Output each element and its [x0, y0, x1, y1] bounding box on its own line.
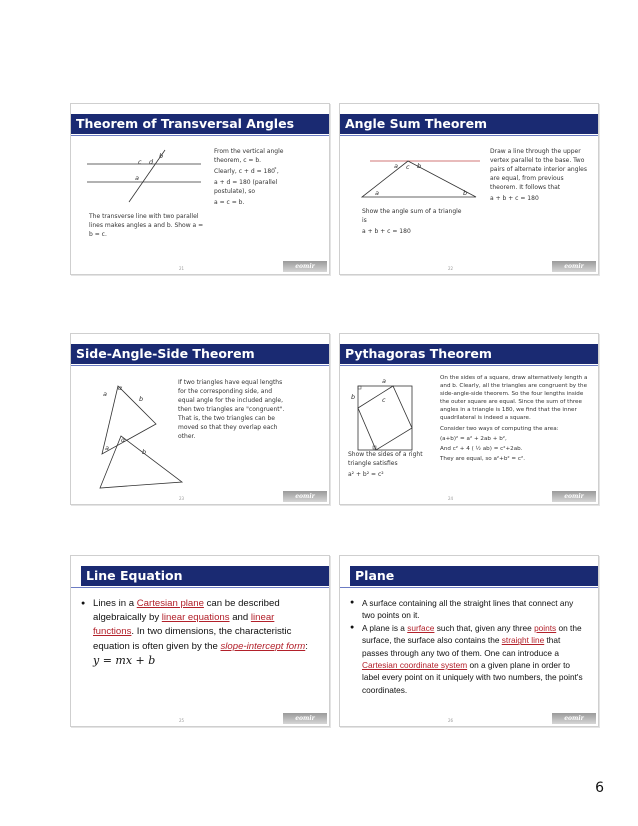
slide-angle-sum — [339, 103, 599, 275]
side-label-a: a — [105, 444, 109, 452]
angle-label-upper-b: b — [417, 162, 422, 170]
title-divider — [340, 365, 598, 366]
bullet-item: ● Lines in a Cartesian plane can be described algebraically by linear equations and linear functions. In two dimensions, the characteristic equation is often given by the slope-intercept form: y = mx + b — [81, 597, 313, 669]
bullet-item: ● A surface containing all the straight lines that connect any two points on it. — [350, 597, 584, 622]
eomir-logo: eomir — [552, 713, 596, 724]
caption-text: Show the angle sum of a triangle is — [362, 208, 462, 224]
caption-text: Show the sides of a right triangle satisfies — [348, 451, 423, 467]
side-label-a: a — [103, 390, 107, 398]
proof-line: a = c = b. — [214, 199, 245, 206]
proof-paragraph: On the sides of a square, draw alternatively length a and b. Clearly, all the triangles are congruent by the side-angle-side theorem. So the four lengths inside the outer square are equal. Since the sum of three angles in a triangle is 180, we find that the inner quadrilateral is indeed a square. — [440, 375, 588, 422]
angle-label-a: a — [135, 174, 139, 182]
angle-label-upper-a: a — [394, 162, 398, 170]
theorem-text: If two triangles have equal lengths for the corresponding side, and equal angle for the included angle, then two triangles are "congruent". That is, the two triangles can be moved so that they overlap each other. — [178, 379, 285, 440]
link-surface[interactable]: surface — [407, 622, 435, 633]
caption-equation: a + b + c = 180 — [362, 228, 411, 235]
proof-equation: (a+b)² = a² + 2ab + b², — [440, 435, 507, 442]
bullet-list — [81, 597, 313, 669]
slide-number: 22 — [448, 266, 454, 271]
side-label-b: b — [139, 395, 144, 403]
slide-number: 21 — [179, 266, 185, 271]
angle-label-b: b — [463, 189, 468, 197]
bullet-list — [350, 597, 584, 696]
angle-label-c: c — [138, 158, 142, 166]
proof-equation: And c² + 4 ( ½ ab) = c²+2ab. — [440, 445, 523, 452]
bullet-item: ● A plane is a surface such that, given any three points on the surface, the surface also contains the straight line that passes through any two of them. One can introduce a Cartesian coordinate system on a given plane in order to label every point on it uniquely with two numbers, the point's coordinates. — [350, 622, 584, 696]
page-number: 6 — [595, 780, 604, 796]
proof-text — [490, 147, 590, 203]
slide-title: Pythagoras Theorem — [340, 344, 598, 364]
proof-equation: a + b + c = 180 — [490, 195, 539, 202]
title-divider — [340, 587, 598, 588]
angle-label-alpha: α — [121, 436, 126, 444]
pythagoras-figure — [348, 374, 418, 454]
angle-label-d: d — [149, 158, 154, 166]
problem-caption: The transverse line with two parallel lines makes angles a and b. Show a = b = c. — [89, 213, 204, 238]
title-divider — [340, 135, 598, 136]
link-cartesian-plane[interactable]: Cartesian plane — [136, 598, 204, 609]
proof-consider: Consider two ways of computing the area: — [440, 425, 559, 432]
eomir-logo: eomir — [552, 261, 596, 272]
caption-equation: a² + b² = c² — [348, 471, 384, 478]
proof-text — [440, 374, 592, 463]
slide-number: 24 — [448, 496, 454, 501]
side-label-b: b — [351, 393, 356, 401]
eomir-logo: eomir — [552, 491, 596, 502]
slope-intercept-formula: y = mx + b — [93, 653, 156, 667]
link-points[interactable]: points — [534, 622, 557, 633]
proof-line: Clearly, c + d = 180 ̊, — [214, 168, 279, 175]
title-divider — [71, 135, 329, 136]
slide-title: Side-Angle-Side Theorem — [71, 344, 329, 364]
link-straight-line[interactable]: straight line — [501, 635, 545, 646]
side-label-a: a — [382, 377, 386, 385]
angle-label-alpha: α — [118, 384, 123, 392]
proof-line: From the vertical angle theorem, c = b. — [214, 148, 284, 164]
transversal-figure — [81, 144, 211, 214]
angle-label-c: c — [406, 163, 410, 171]
angle-label-a: a — [375, 189, 379, 197]
link-cartesian-coordinate-system[interactable]: Cartesian coordinate system — [362, 660, 468, 671]
proof-text — [214, 147, 309, 207]
slide-title: Angle Sum Theorem — [340, 114, 598, 134]
problem-caption — [362, 207, 462, 236]
proof-equation: They are equal, so a²+b² = c². — [440, 455, 525, 462]
slide-transversal-angles — [70, 103, 330, 275]
slide-title: Line Equation — [71, 566, 329, 586]
link-linear-functions[interactable]: linear functions — [93, 612, 275, 638]
title-divider — [71, 365, 329, 366]
title-divider — [71, 587, 329, 588]
eomir-logo: eomir — [283, 713, 327, 724]
slide-number: 25 — [179, 718, 185, 723]
link-linear-equations[interactable]: linear equations — [161, 612, 230, 624]
side-label-b: b — [142, 448, 147, 456]
side-label-c: c — [382, 396, 386, 404]
slide-plane — [339, 555, 599, 727]
slide-side-angle-side — [70, 333, 330, 505]
link-slope-intercept-form[interactable]: slope-intercept form — [220, 640, 306, 652]
slide-line-equation — [70, 555, 330, 727]
slide-pythagoras — [339, 333, 599, 505]
slide-number: 23 — [179, 496, 185, 501]
problem-caption — [348, 450, 424, 479]
angle-label-b: b — [159, 152, 164, 160]
proof-paragraph: Draw a line through the upper vertex parallel to the base. Two pairs of alternate interior angles are equal, from previous theorem. It follows that — [490, 148, 587, 191]
slide-number: 26 — [448, 718, 454, 723]
proof-line: a + d = 180 (parallel postulate), so — [214, 179, 278, 195]
eomir-logo: eomir — [283, 261, 327, 272]
slide-title: Theorem of Transversal Angles — [71, 114, 329, 134]
eomir-logo: eomir — [283, 491, 327, 502]
slide-title: Plane — [340, 566, 598, 586]
triangle-figure — [350, 154, 490, 204]
